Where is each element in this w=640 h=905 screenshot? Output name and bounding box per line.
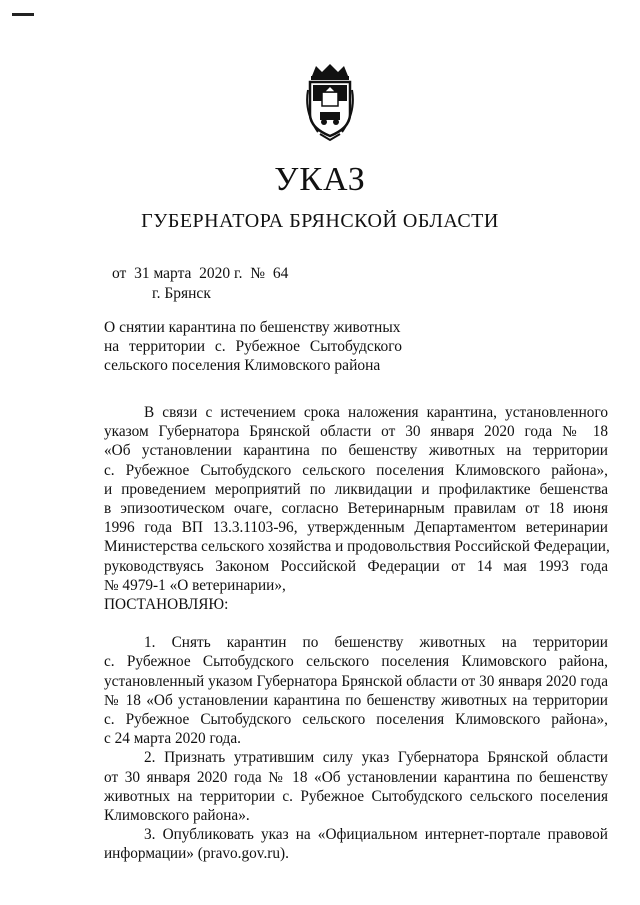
preamble-line: и проведением мероприятий по ликвидации и профилактике бешенства <box>104 480 608 498</box>
preamble-line: 1996 года ВП 13.3.1103-96, утвержденным Департаментом ветеринарии <box>104 519 608 537</box>
item-1-line: с. Рубежное Сытобудского сельского поселения Климовского района», <box>104 711 608 729</box>
item-2-line: 2. Признать утратившим силу указ Губернатора Брянской области <box>144 749 608 767</box>
preamble-line: с. Рубежное Сытобудского сельского поселения Климовского района», <box>104 461 608 479</box>
subject-line: на территории с. Рубежное Сытобудского <box>104 338 402 355</box>
preamble-line: Министерства сельского хозяйства и продовольствия Российской Федерации, <box>104 538 610 556</box>
subject-block <box>104 318 404 375</box>
preamble-line: руководствуясь Законом Российской Федерации от 14 мая 1993 года <box>104 557 608 575</box>
document-title: УКАЗ <box>274 161 366 198</box>
item-1-line: № 18 «Об установлении карантина по бешенству животных на территории <box>104 691 608 709</box>
preamble-line: указом Губернатора Брянской области от 30 января 2020 года № 18 <box>104 423 608 441</box>
preamble-line: В связи с истечением срока наложения карантина, установленного <box>144 404 608 421</box>
subject-line: сельского поселения Климовского района <box>104 357 381 374</box>
document-subtitle: ГУБЕРНАТОРА БРЯНСКОЙ ОБЛАСТИ <box>141 210 499 232</box>
bryansk-coat-of-arms-icon <box>302 62 358 142</box>
decree-word: ПОСТАНОВЛЯЮ: <box>104 596 229 614</box>
item-1-line: с. Рубежное Сытобудского сельского поселения Климовского района, <box>104 653 608 671</box>
subject-line: О снятии карантина по бешенству животных <box>104 319 401 336</box>
preamble-line: в эпизоотическом очаге, согласно Ветеринарным правилам от 18 июня <box>104 500 608 518</box>
item-2-line: Климовского района». <box>104 807 250 825</box>
document-body <box>104 403 608 864</box>
preamble-line: «Об установлении карантина по бешенству животных на территории <box>104 442 608 460</box>
date-number-line: от 31 марта 2020 г. № 64 <box>112 265 289 282</box>
item-1-line: 1. Снять карантин по бешенству животных на территории <box>144 634 608 652</box>
item-3-line: информации» (pravo.gov.ru). <box>104 845 289 863</box>
item-1-line: установленный указом Губернатора Брянской области от 30 января 2020 года <box>104 672 608 690</box>
city-line: г. Брянск <box>152 285 211 302</box>
item-3-line: 3. Опубликовать указ на «Официальном интернет-портале правовой <box>144 826 608 844</box>
item-2-line: от 30 января 2020 года № 18 «Об установлении карантина по бешенству <box>104 768 608 786</box>
item-2-line: животных на территории с. Рубежное Сытобудского сельского поселения <box>104 787 608 805</box>
corner-scan-mark <box>12 13 34 16</box>
item-1-line: с 24 марта 2020 года. <box>104 730 241 748</box>
preamble-line: № 4979-1 «О ветеринарии», <box>104 576 286 594</box>
